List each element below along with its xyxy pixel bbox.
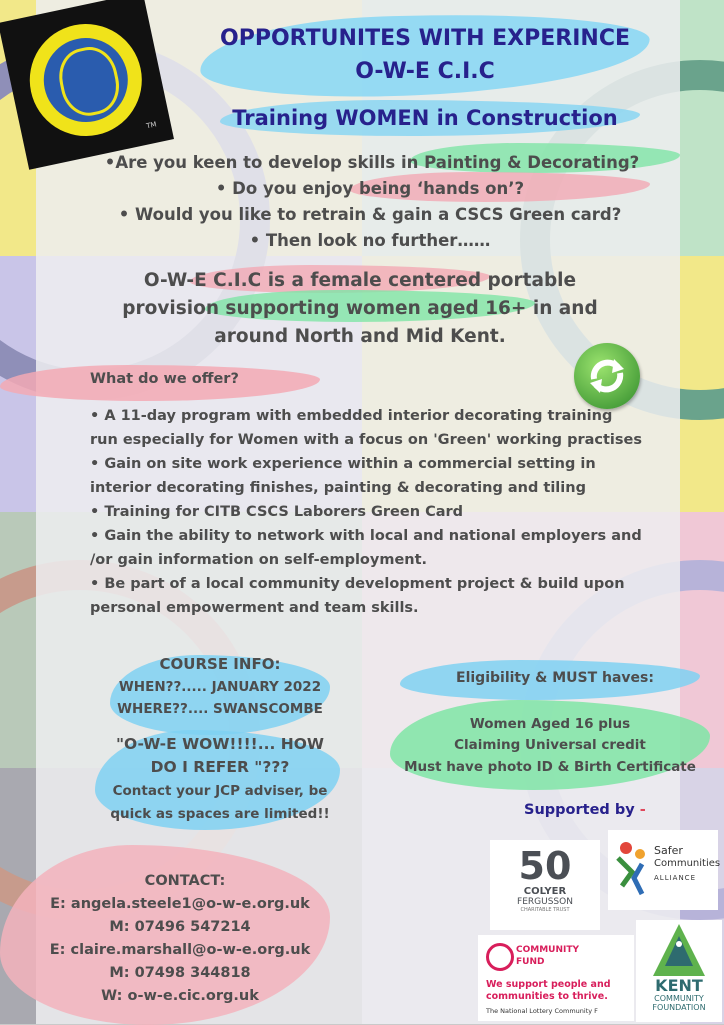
eligibility-heading: Eligibility & MUST haves:	[456, 670, 654, 686]
eligibility-item: Women Aged 16 plus	[469, 716, 631, 732]
about-line: provision supporting women aged 16+ in and	[122, 298, 598, 319]
contact-email[interactable]: E: angela.steele1@o-w-e.org.uk	[50, 896, 310, 912]
eligibility-item: Claiming Universal credit	[454, 737, 646, 753]
national-lottery-logo: COMMUNITY FUND We support people and communities to thrive. The National Lottery Community F	[478, 935, 634, 1021]
contact-heading: CONTACT:	[144, 873, 226, 889]
contact-phone[interactable]: M: 07496 547214	[109, 919, 251, 935]
offer-heading: What do we offer?	[90, 371, 239, 387]
contact-jcp-line: quick as spaces are limited!!	[110, 806, 330, 822]
supported-by-heading: Supported by -	[524, 802, 646, 818]
title-line-2: O-W-E C.I.C	[355, 59, 495, 84]
offer-item: • Be part of a local community development project & build upon personal empowerment and team skills.	[90, 576, 625, 616]
course-where: WHERE??.... SWANSCOMBE	[117, 701, 323, 717]
offer-list	[90, 404, 645, 620]
about-line: O-W-E C.I.C is a female centered portable	[143, 270, 577, 291]
recycle-icon	[574, 343, 640, 409]
intro-bullet: • Would you like to retrain & gain a CSCS Green card?	[118, 205, 622, 224]
refer-line: "O-W-E WOW!!!!... HOW	[115, 735, 325, 753]
offer-item: • Gain the ability to network with local and national employers and /or gain information on self-employment.	[90, 528, 642, 568]
title-line-1: OPPORTUNITES WITH EXPERINCE	[220, 26, 630, 51]
offer-item: • A 11-day program with embedded interior decorating training run especially for Women with a focus on 'Green' working practises	[90, 408, 642, 448]
intro-bullet: • Then look no further……	[249, 231, 491, 250]
kent-community-foundation-logo: KENT COMMUNITY FOUNDATION	[636, 920, 722, 1022]
contact-jcp-line: Contact your JCP adviser, be	[112, 783, 328, 799]
eligibility-item: Must have photo ID & Birth Certificate	[404, 759, 696, 775]
owe-logo	[0, 0, 174, 170]
contact-phone[interactable]: M: 07498 344818	[109, 965, 251, 981]
intro-bullet: • Do you enjoy being ‘hands on’?	[215, 179, 525, 198]
offer-item: • Training for CITB CSCS Laborers Green Card	[90, 504, 464, 520]
course-when: WHEN??..... JANUARY 2022	[118, 679, 322, 695]
contact-website[interactable]: W: o-w-e.cic.org.uk	[101, 988, 259, 1004]
logo-tm: TM	[145, 120, 158, 131]
colyer-fergusson-logo: 50 COLYER FERGUSSON CHARITABLE TRUST	[490, 840, 600, 930]
offer-item: • Gain on site work experience within a commercial setting in interior decorating finishes, painting & decorating and tiling	[90, 456, 596, 496]
course-heading: COURSE INFO:	[159, 655, 281, 673]
about-line: around North and Mid Kent.	[214, 326, 506, 347]
page-subtitle: Training WOMEN in Construction	[232, 106, 618, 130]
lottery-icon	[486, 943, 514, 971]
contact-email[interactable]: E: claire.marshall@o-w-e.org.uk	[49, 942, 311, 958]
refer-line: DO I REFER "???	[150, 758, 290, 776]
intro-bullet: •Are you keen to develop skills in Painting & Decorating?	[104, 153, 640, 172]
safer-communities-logo: Safer Communities ALLIANCE	[608, 830, 718, 910]
